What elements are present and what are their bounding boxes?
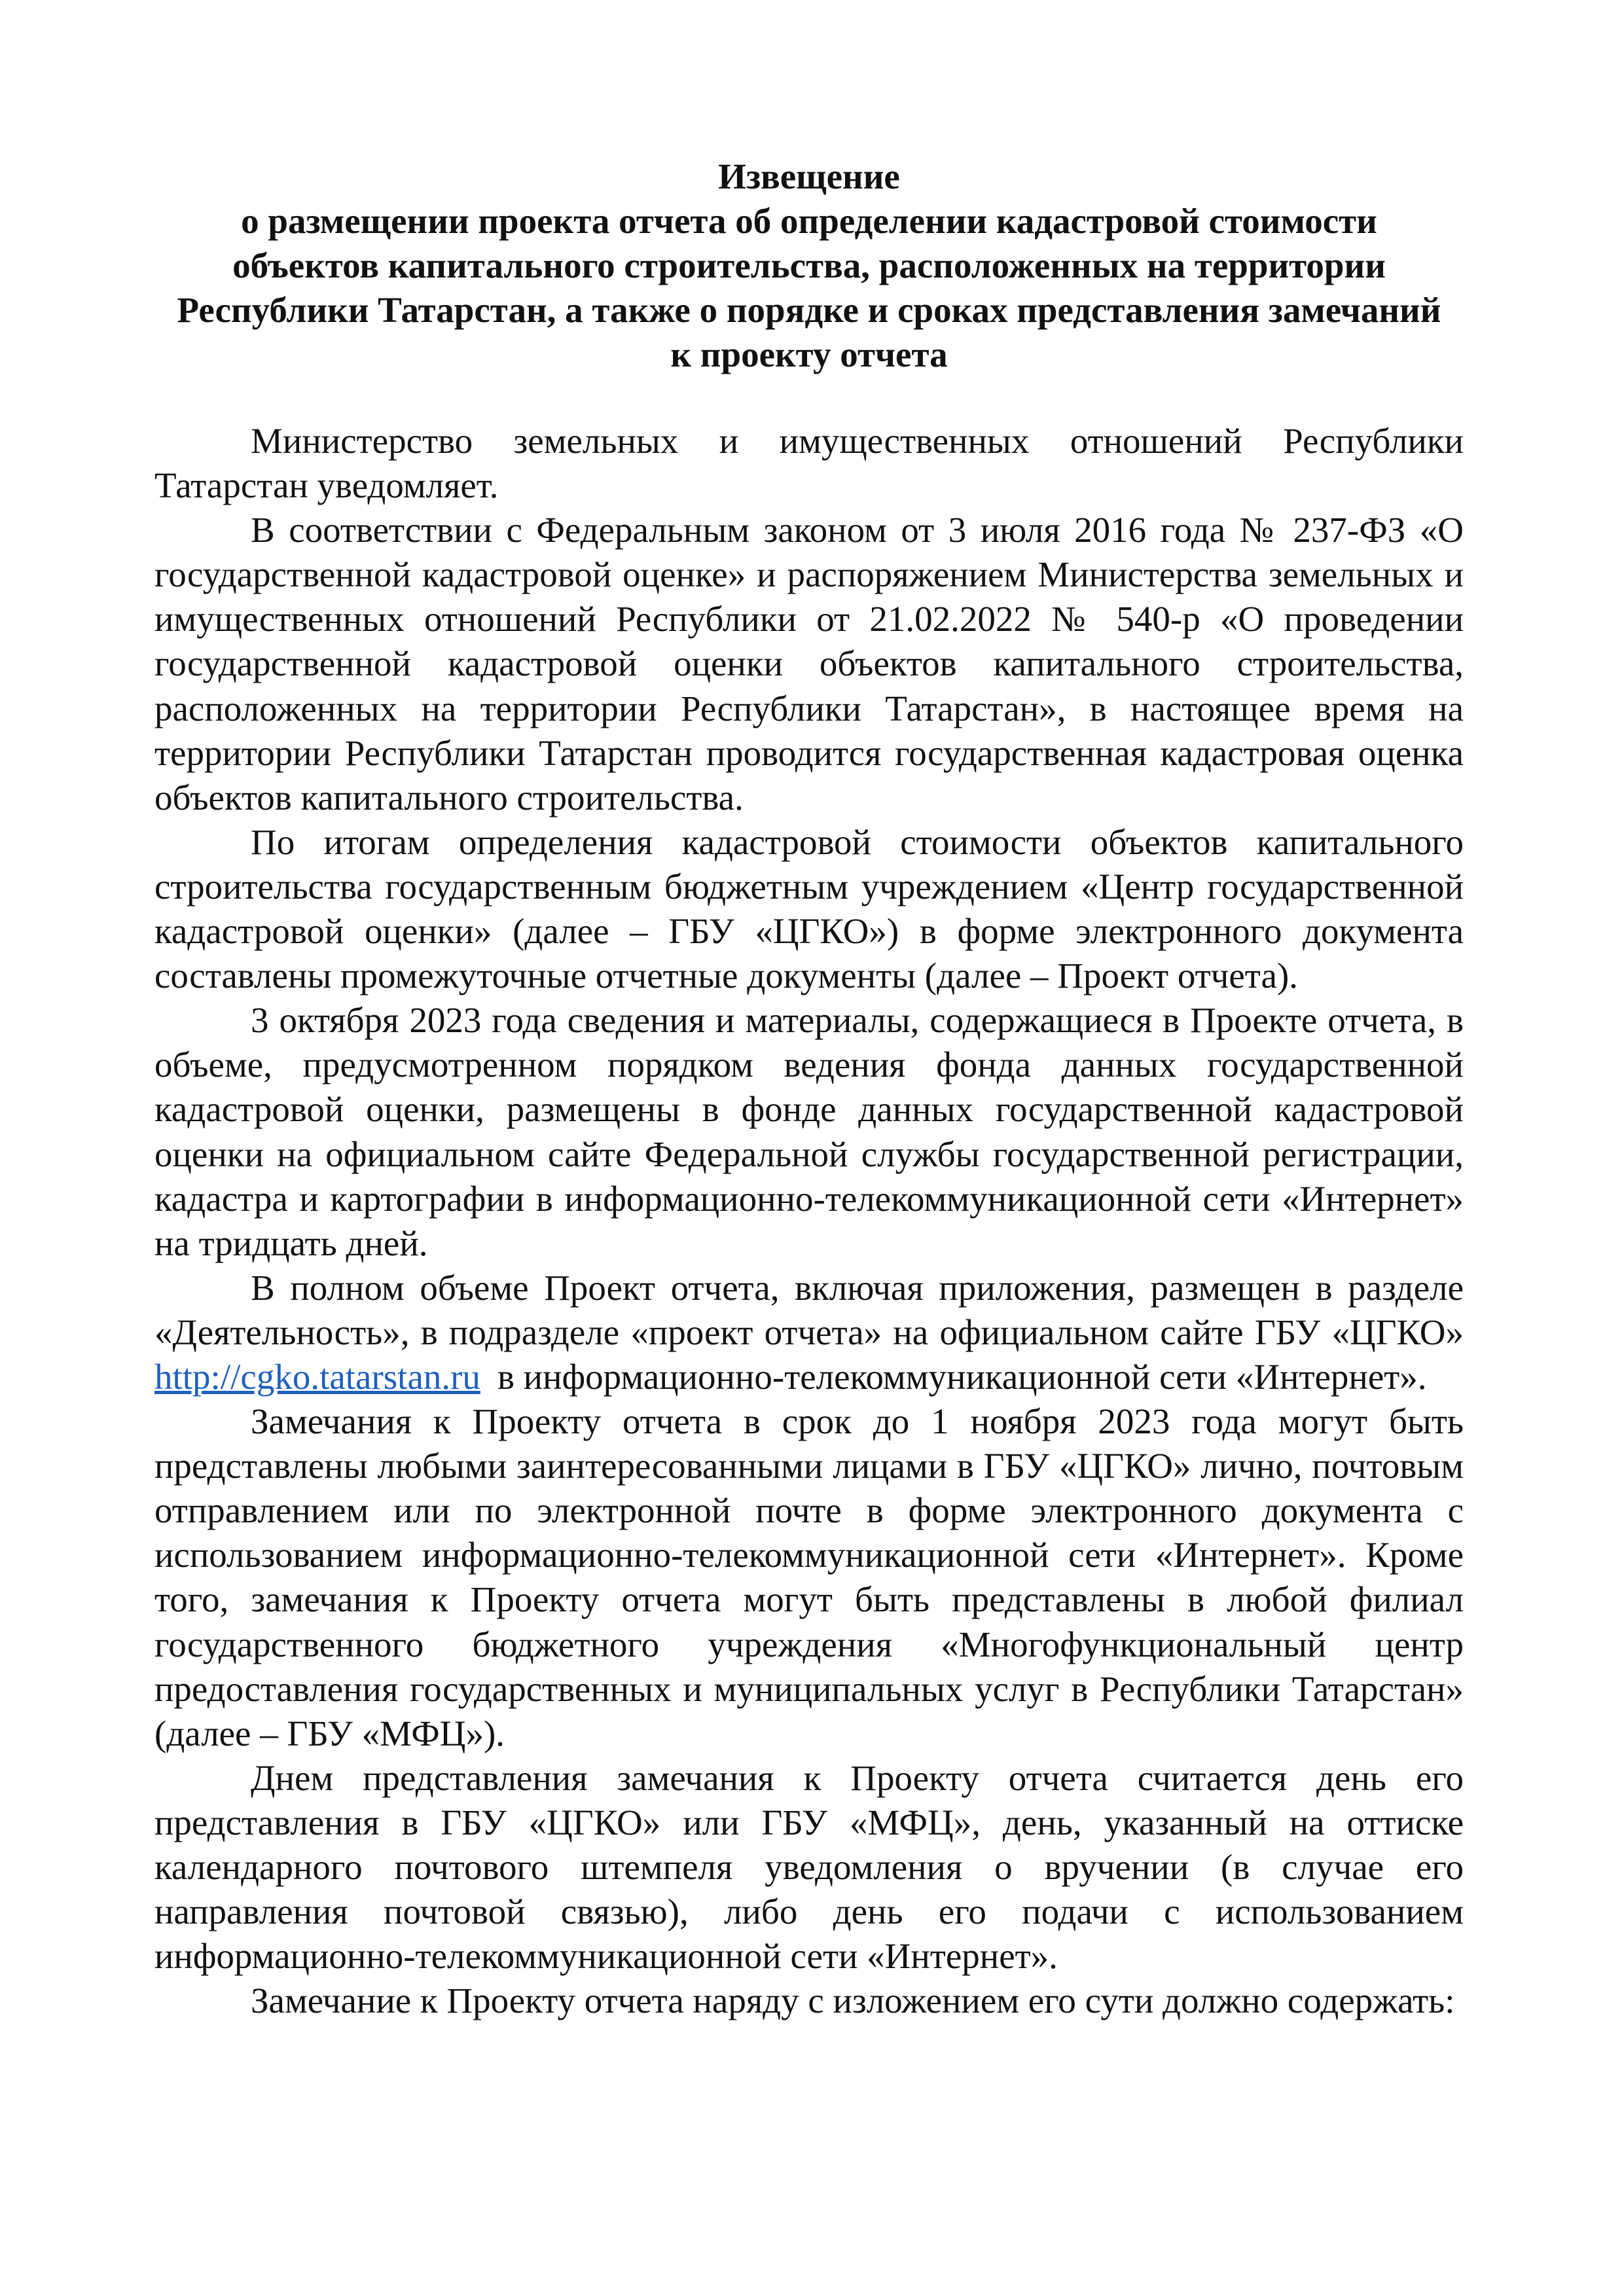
paragraph-ministry-notice: Министерство земельных и имущественных отношений Республики Татарстан уведомляет. <box>154 421 1464 506</box>
paragraph-publication-date: 3 октября 2023 года сведения и материалы, содержащиеся в Проекте отчета, в объеме, предусмотренном порядком ведения фонда данных государственной кадастровой оценки, размещены в фонде данных государственной кадастровой оценки на официальном сайте Федеральной службы государственной регистрации, кадастра и картографии в информационно-телекоммуникационной сети «Интернет» на тридцать дней. <box>154 1000 1464 1263</box>
cgko-website-link[interactable]: http://cgko.tatarstan.ru <box>154 1356 480 1397</box>
title-line-5: к проекту отчета <box>670 334 948 374</box>
paragraph-legal-basis: В соответствии с Федеральным законом от 3 июля 2016 года № 237-ФЗ «О государственной кадастровой оценке» и распоряжением Министерства земельных и имущественных отношений Республики от 21.02.2022 № 540-р «О проведении государственной кадастровой оценки объектов капитального строительства, расположенных на территории Республики Татарстан», в настоящее время на территории Республики Татарстан проводится государственная кадастровая оценка объектов капитального строительства. <box>154 510 1464 817</box>
paragraph-comment-contents: Замечание к Проекту отчета наряду с изложением его сути должно содержать: <box>251 1981 1455 2021</box>
title-line-2: о размещении проекта отчета об определении кадастровой стоимости <box>241 201 1377 241</box>
paragraph-submission-day: Днем представления замечания к Проекту отчета считается день его представления в ГБУ «ЦГКО» или ГБУ «МФЦ», день, указанный на оттиске календарного почтового штемпеля уведомления о вручении (в случае его направления почтовой связью), либо день его подачи с использованием информационно-телекоммуникационной сети «Интернет». <box>154 1757 1464 1977</box>
paragraph-full-report-tail: в информационно-телекоммуникационной сети «Интернет». <box>497 1356 1427 1397</box>
title-line-3: объектов капитального строительства, расположенных на территории <box>232 245 1386 285</box>
document-title <box>154 154 1464 377</box>
paragraph-full-report-location <box>154 1266 1464 1399</box>
paragraph-comments-deadline: Замечания к Проекту отчета в срок до 1 ноября 2023 года могут быть представлены любыми заинтересованными лицами в ГБУ «ЦГКО» лично, почтовым отправлением или по электронной почте в форме электронного документа с использованием информационно-телекоммуникационной сети «Интернет». Кроме того, замечания к Проекту отчета могут быть представлены в любой филиал государственного бюджетного учреждения «Многофункциональный центр предоставления государственных и муниципальных услуг в Республики Татарстан» (далее – ГБУ «МФЦ»). <box>154 1401 1464 1753</box>
title-line-1: Извещение <box>718 156 900 196</box>
document-body <box>154 419 1464 2023</box>
paragraph-report-results: По итогам определения кадастровой стоимости объектов капитального строительства государственным бюджетным учреждением «Центр государственной кадастровой оценки» (далее – ГБУ «ЦГКО») в форме электронного документа составлены промежуточные отчетные документы (далее – Проект отчета). <box>154 821 1464 996</box>
paragraph-full-report-text: В полном объеме Проект отчета, включая приложения, размещен в разделе «Деятельность», в подразделе «проект отчета» на официальном сайте ГБУ «ЦГКО» <box>154 1267 1464 1352</box>
title-line-4: Республики Татарстан, а также о порядке и сроках представления замечаний <box>177 290 1441 330</box>
